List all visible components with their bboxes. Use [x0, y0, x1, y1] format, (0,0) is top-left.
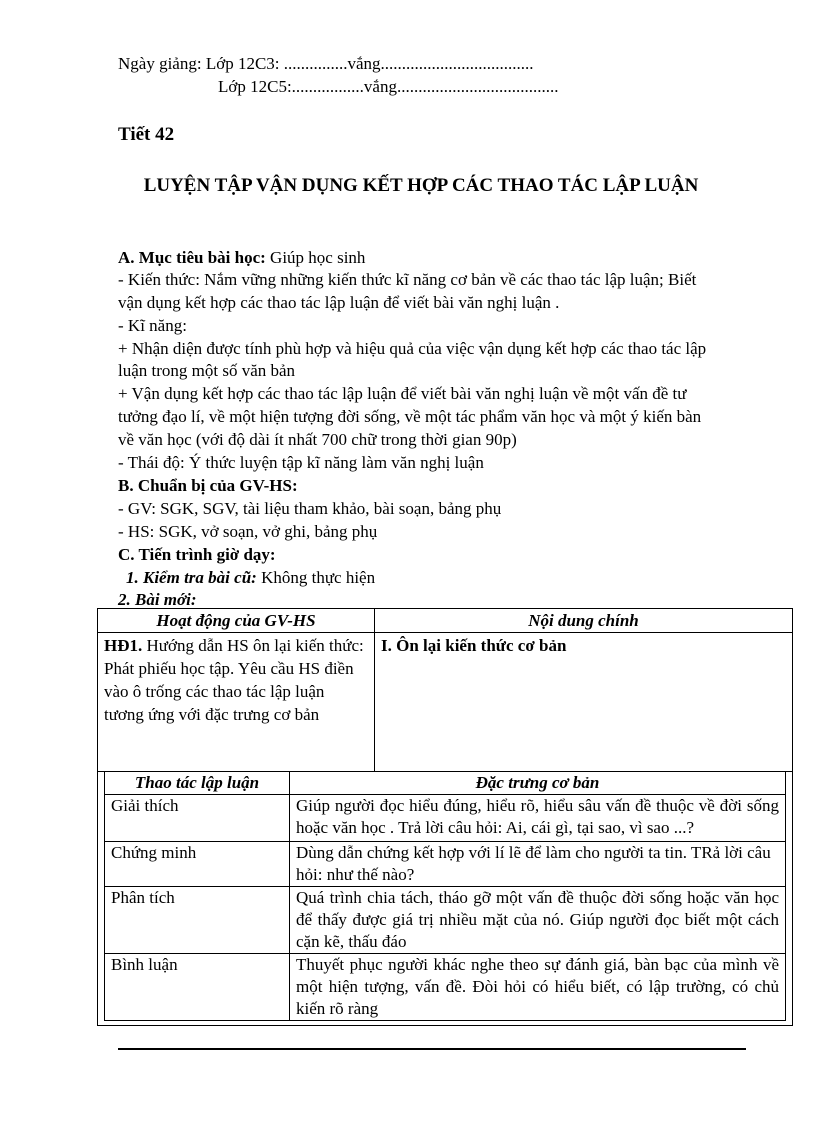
- section-c-item-1-rest: Không thực hiện: [256, 568, 376, 587]
- skill-2-line-3: về văn học (với độ dài ít nhất 700 chữ trong thời gian 90p): [118, 430, 517, 449]
- activity-table: [97, 608, 793, 772]
- content-column-header: Nội dung chính: [375, 609, 793, 633]
- section-b-hs: - HS: SGK, vở soạn, vở ghi, bảng phụ: [118, 522, 378, 541]
- section-c-heading: C. Tiến trình giờ dạy:: [118, 545, 276, 564]
- footer-divider: [118, 1048, 746, 1050]
- operation-description: Thuyết phục người khác nghe theo sự đánh giá, bàn bạc của mình về một hiện tượng, vấn đề. Đòi hỏi có hiểu biết, có lập trường, có chủ kiến rõ ràng: [290, 954, 786, 1021]
- table-row: [105, 842, 786, 887]
- operation-name: Chứng minh: [105, 842, 290, 887]
- hd1-label: HĐ1.: [104, 636, 143, 655]
- operation-name: Phân tích: [105, 887, 290, 954]
- skill-2-line-2: tưởng đạo lí, về một hiện tượng đời sống, về một tác phẩm văn học và một ý kiến bàn: [118, 407, 702, 426]
- content-cell: [375, 633, 793, 772]
- skill-1-line-2: luận trong một số văn bản: [118, 361, 296, 380]
- skill-2-line-1: + Vận dụng kết hợp các thao tác lập luận để viết bài văn nghị luận về một vấn đề tư: [118, 384, 687, 403]
- section-c-item-1-label: 1. Kiểm tra bài cũ:: [126, 568, 257, 587]
- table-row: [105, 887, 786, 954]
- section-b-gv: - GV: SGK, SGV, tài liệu tham khảo, bài soạn, bảng phụ: [118, 499, 502, 518]
- section-b-heading: B. Chuẩn bị của GV-HS:: [118, 476, 298, 495]
- hd1-text: Hướng dẫn HS ôn lại kiến thức:: [142, 636, 364, 655]
- activity-column-header: Hoạt động của GV-HS: [98, 609, 375, 633]
- knowledge-line-1: - Kiến thức: Nắm vững những kiến thức kĩ năng cơ bản về các thao tác lập luận; Biết: [118, 270, 697, 289]
- skills-label: - Kĩ năng:: [118, 316, 187, 335]
- teaching-date-line-2: Lớp 12C5:.................vắng......................................: [218, 77, 559, 96]
- feature-column-header: Đặc trưng cơ bản: [290, 772, 786, 795]
- hd1-instruction: [104, 634, 368, 657]
- operations-table-header: [105, 772, 786, 795]
- section-c-item-2: 2. Bài mới:: [118, 590, 197, 609]
- page-title: LUYỆN TẬP VẬN DỤNG KẾT HỢP CÁC THAO TÁC LẬP LUẬN: [143, 175, 699, 196]
- hd1-task: Phát phiếu học tập. Yêu cầu HS điền vào ô trống các thao tác lập luận tương ứng với đặc trưng cơ bản: [104, 659, 354, 724]
- section-a-heading-line: [118, 246, 365, 269]
- operation-name: Giải thích: [105, 795, 290, 842]
- operation-description: Dùng dẫn chứng kết hợp với lí lẽ để làm cho người ta tin. TRả lời câu hỏi: như thế nào?: [290, 842, 786, 887]
- skill-1-line-1: + Nhận diện được tính phù hợp và hiệu quả của việc vận dụng kết hợp các thao tác lập: [118, 339, 707, 358]
- table-row: [105, 795, 786, 842]
- lesson-number: Tiết 42: [118, 124, 175, 145]
- section-c-item-1: [126, 566, 375, 589]
- section-a-heading-rest: Giúp học sinh: [265, 248, 366, 267]
- operation-name: Bình luận: [105, 954, 290, 1021]
- activity-cell: [98, 633, 375, 772]
- section-a-heading: A. Mục tiêu bài học:: [118, 248, 266, 267]
- table-row: [105, 954, 786, 1021]
- operation-description: Quá trình chia tách, tháo gỡ một vấn đề thuộc đời sống hoặc văn học để thấy được giá trị nhiều mặt của nó. Giúp người đọc biết một cách cặn kẽ, thấu đáo: [290, 887, 786, 954]
- operation-description: Giúp người đọc hiểu đúng, hiểu rõ, hiểu sâu vấn đề thuộc về đời sống hoặc văn học . Trả lời câu hỏi: Ai, cái gì, tại sao, vì sao ...?: [290, 795, 786, 842]
- activity-table-row: [98, 633, 793, 772]
- content-heading: I. Ôn lại kiến thức cơ bản: [381, 636, 567, 655]
- activity-table-header: [98, 609, 793, 633]
- teaching-date-line-1: Ngày giảng: Lớp 12C3: ...............vắng....................................: [118, 54, 534, 73]
- attitude-line: - Thái độ: Ý thức luyện tập kĩ năng làm văn nghị luận: [118, 453, 484, 472]
- knowledge-line-2: vận dụng kết hợp các thao tác lập luận để viết bài văn nghị luận .: [118, 293, 560, 312]
- operation-column-header: Thao tác lập luận: [105, 772, 290, 795]
- operations-table: [104, 771, 786, 1021]
